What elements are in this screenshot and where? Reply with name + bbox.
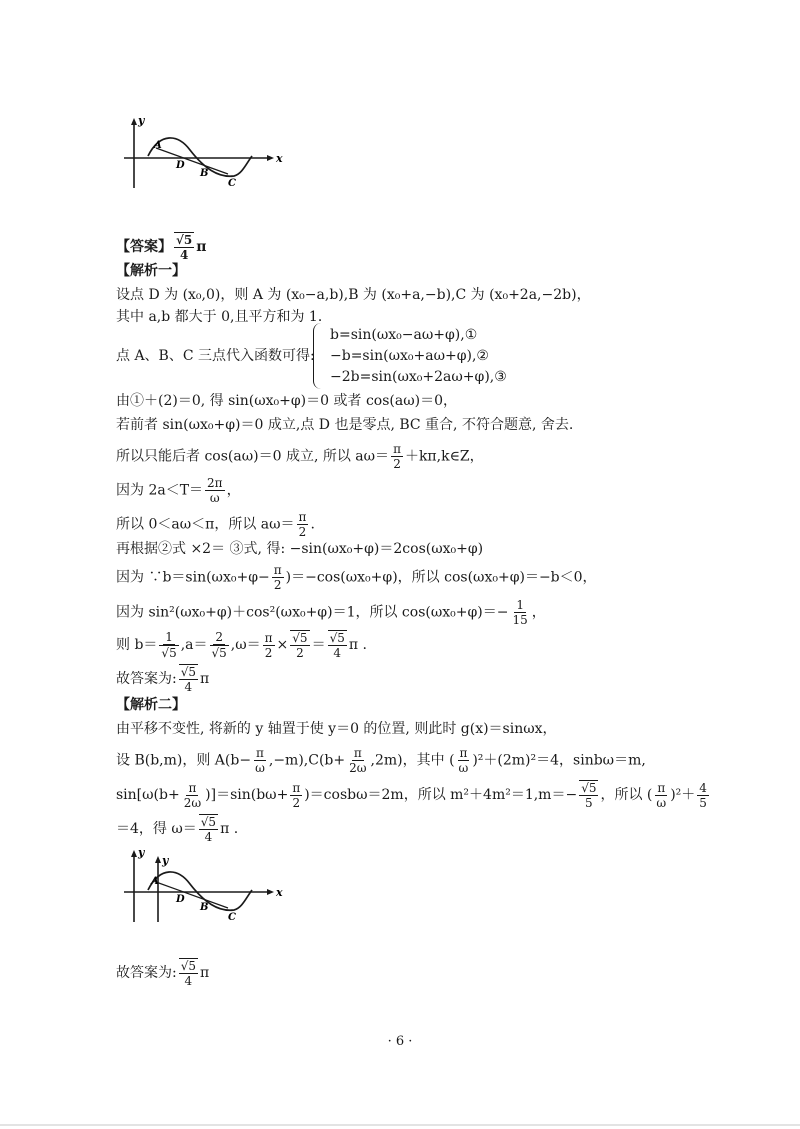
analysis-1-line-10: 因为 ∵b＝sin(ωx₀+φ− $\frac{\pi}{2}$ )＝−cos(ωx₀+φ)，所以 cos(ωx₀+φ)＝−b＜0， [116, 563, 597, 592]
y-axis-arrow [131, 850, 137, 857]
x-axis-arrow [267, 889, 274, 895]
x-axis-arrow [267, 155, 274, 161]
point-d-label: D [176, 160, 185, 171]
analysis-1-line-8: 所以 0＜aω＜π，所以 aω＝ $\frac{\pi}{2}$ . [116, 510, 315, 539]
answer-line: 【答案】 $\frac{√5}{4}$ π [116, 233, 207, 262]
equation-system-brace [313, 323, 324, 389]
analysis-1-conclusion: 故答案为: $\frac{√5}{4}$ π [116, 665, 210, 694]
point-b-label: B [200, 902, 209, 913]
equation-3: −2b=sin(ωx₀+2aω+φ),③ [330, 369, 507, 385]
point-a-label: A [151, 876, 159, 887]
page-number: · 6 · [387, 1034, 413, 1049]
analysis-2-line-2: 设 B(b,m)，则 A(b− $\frac{\pi}{\omega}$ ,−m),C(b+ $\frac{\pi}{2\omega}$ ,2m)，其中 ( $\frac{\pi}{\omega}$ )²＋(2m)²＝4，sinbω＝m, [116, 746, 646, 775]
analysis-1-line-2: 其中 a,b 都大于 0,且平方和为 1． [116, 309, 332, 325]
y-axis-arrow [131, 118, 137, 125]
analysis-1-title: 【解析一】 [116, 263, 186, 279]
equation-1: b=sin(ωx₀−aω+φ),① [330, 327, 478, 343]
analysis-1-line-6: 所以只能后者 cos(aω)＝0 成立, 所以 aω＝ $\frac{\pi}{2}$ ＋kπ,k∈Z， [116, 442, 484, 471]
point-b-label: B [200, 168, 209, 179]
analysis-1-line-3: 点 A、B、C 三点代入函数可得: [116, 348, 315, 364]
analysis-1-line-9: 再根据②式 ×2＝ ③式, 得: −sin(ωx₀+φ)＝2cos(ωx₀+φ) [116, 541, 484, 557]
x-label: x [276, 886, 283, 899]
bottom-divider [0, 1124, 800, 1126]
point-d-label: D [176, 894, 185, 905]
new-y-axis-arrow [155, 856, 161, 863]
analysis-1-line-7: 因为 2a＜T＝ $\frac{2\pi}{\omega}$ ， [116, 476, 241, 505]
analysis-1-line-11: 因为 sin²(ωx₀+φ)＋cos²(ωx₀+φ)＝1，所以 cos(ωx₀+φ)＝− $\frac{1}{15}$ ， [116, 598, 546, 627]
analysis-1-line-1: 设点 D 为 (x₀,0)，则 A 为 (x₀−a,b),B 为 (x₀+a,−b),C 为 (x₀+2a,−2b)， [116, 287, 591, 303]
x-label: x [276, 152, 283, 165]
analysis-2-line-3: sin[ω(b+ $\frac{\pi}{2\omega}$ )]＝sin(bω+ $\frac{\pi}{2}$ )＝cosbω＝2m，所以 m²＋4m²＝1,m＝− $\frac{√5}{5}$ ，所以 ( $\frac{\pi}{\omega}$ )²＋ $\frac{4}{5}$ [116, 780, 707, 810]
point-c-label: C [228, 178, 236, 189]
analysis-2-conclusion: 故答案为: $\frac{√5}{4}$ π [116, 959, 210, 988]
analysis-1-line-5: 若前者 sin(ωx₀+φ)＝0 成立,点 D 也是零点, BC 重合, 不符合题意, 舍去. [116, 417, 574, 433]
point-c-label: C [228, 912, 236, 923]
analysis-1-line-12: 则 b＝ $\frac{1}{√5}$ ,a＝ $\frac{2}{√5}$ ,ω＝ $\frac{\pi}{2}$ × $\frac{√5}{2}$ ＝ $\frac{√5}{4}$ π . [116, 630, 367, 660]
y-label: y [138, 846, 145, 859]
y-label: y [138, 114, 145, 127]
analysis-2-line-4: ＝4，得 ω＝ $\frac{√5}{4}$ π . [116, 815, 239, 844]
point-a-label: A [154, 140, 162, 151]
analysis-2-title: 【解析二】 [116, 697, 186, 713]
sine-graph-figure-1 [118, 112, 290, 194]
analysis-2-line-1: 由平移不变性, 将新的 y 轴置于使 y＝0 的位置, 则此时 g(x)＝sinωx， [116, 721, 557, 737]
sine-graph-figure-2 [118, 846, 290, 928]
analysis-1-line-4: 由①＋(2)＝0, 得 sin(ωx₀+φ)＝0 或者 cos(aω)＝0， [116, 393, 458, 409]
new-y-label: y [162, 854, 169, 867]
equation-2: −b=sin(ωx₀+aω+φ),② [330, 348, 489, 364]
